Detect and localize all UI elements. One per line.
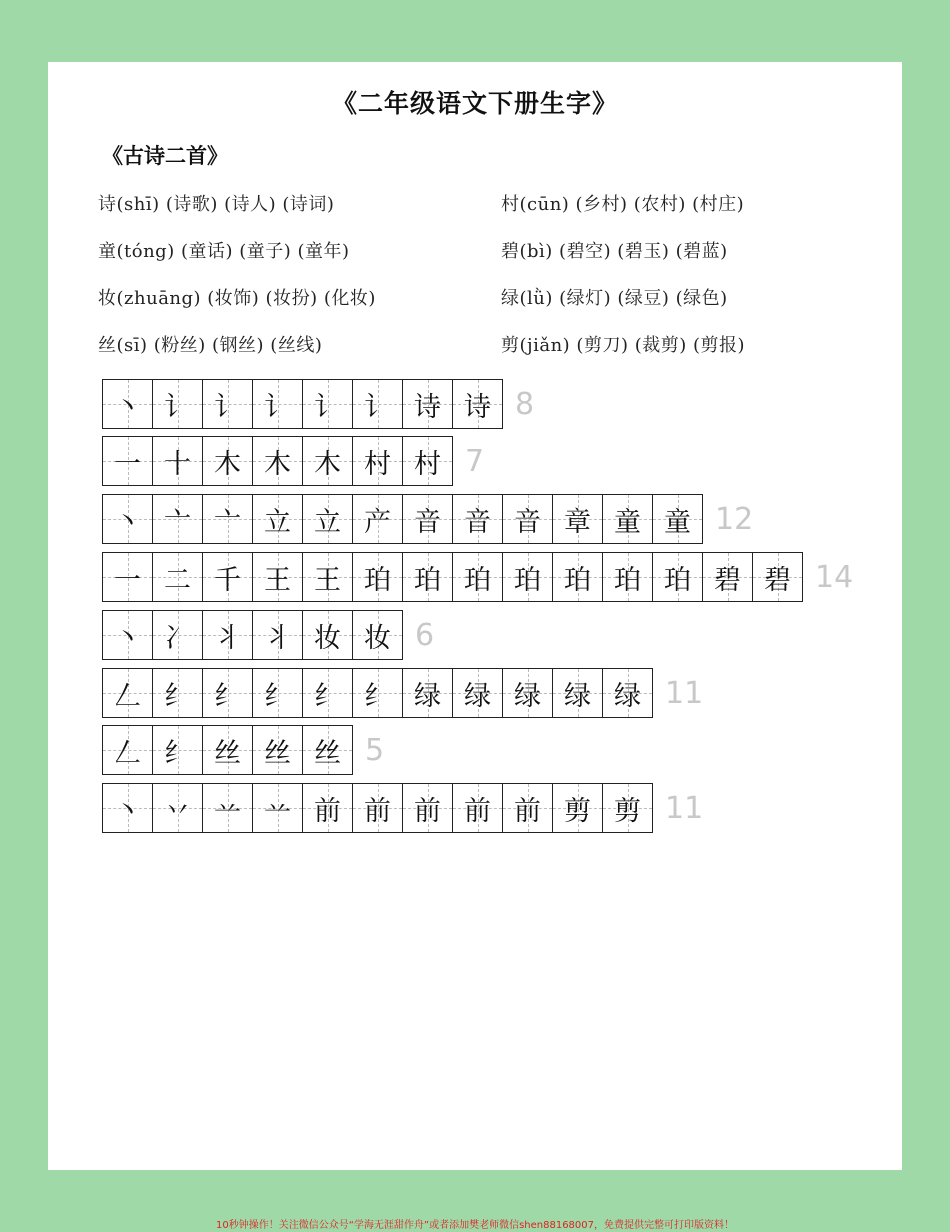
stroke-cell [303,726,352,774]
stroke-glyph: 前 [514,795,541,827]
stroke-grid [102,668,653,718]
stroke-cell [103,669,153,717]
lesson-title: 《古诗二首》 [102,143,228,168]
page-title: 《二年级语文下册生字》 [331,89,618,118]
stroke-glyph: 木 [314,448,341,480]
stroke-count: 5 [365,732,385,768]
stroke-glyph: 章 [564,506,591,538]
stroke-cell [303,669,353,717]
stroke-glyph: 丶 [114,795,141,827]
stroke-glyph: 产 [364,506,391,538]
stroke-glyph: 讠 [264,391,291,423]
stroke-cell [103,495,153,543]
stroke-glyph: 绿 [614,680,641,712]
stroke-glyph: 纟 [214,680,241,712]
stroke-cell [453,380,502,428]
stroke-glyph: 纟 [264,680,291,712]
stroke-glyph: 前 [314,795,341,827]
stroke-cell [503,784,553,832]
stroke-row-村 [102,436,484,486]
stroke-glyph: 木 [214,448,241,480]
stroke-glyph: 丝 [264,737,291,769]
stroke-cell [653,553,703,601]
stroke-cell [753,553,802,601]
stroke-glyph: 丶 [114,391,141,423]
stroke-cell [453,669,503,717]
stroke-cell [153,669,203,717]
stroke-cell [653,495,702,543]
stroke-grid [102,379,503,429]
stroke-cell [203,437,253,485]
stroke-cell [253,495,303,543]
stroke-cell [553,553,603,601]
stroke-cell [303,437,353,485]
stroke-cell [353,669,403,717]
stroke-count: 14 [815,559,854,595]
stroke-glyph: 前 [464,795,491,827]
stroke-cell [503,669,553,717]
stroke-cell [203,553,253,601]
stroke-glyph: 丬 [214,622,241,654]
stroke-glyph: 讠 [214,391,241,423]
stroke-glyph: 立 [264,506,291,538]
stroke-cell [353,553,403,601]
stroke-cell [253,784,303,832]
vocab-line: 剪(jiǎn) (剪刀) (裁剪) (剪报) [501,335,746,356]
stroke-glyph: 珀 [564,564,591,596]
stroke-cell [203,495,253,543]
stroke-row-诗 [102,379,534,429]
stroke-glyph: 丶 [114,622,141,654]
stroke-glyph: 一 [114,448,141,480]
stroke-glyph: 剪 [564,795,591,827]
stroke-cell [303,553,353,601]
stroke-grid [102,783,653,833]
worksheet-page [48,62,902,1170]
stroke-cell [153,784,203,832]
stroke-glyph: 丷 [164,795,191,827]
stroke-glyph: 诗 [464,391,491,423]
stroke-cell [103,380,153,428]
stroke-cell [403,784,453,832]
stroke-grid [102,610,403,660]
stroke-glyph: 讠 [164,391,191,423]
stroke-cell [253,669,303,717]
vocab-line: 童(tóng) (童话) (童子) (童年) [98,241,350,262]
stroke-glyph: 前 [414,795,441,827]
stroke-cell [353,495,403,543]
stroke-glyph: 䒑 [214,795,241,827]
stroke-glyph: 绿 [514,680,541,712]
stroke-glyph: 木 [264,448,291,480]
footer-notice: 10秒钟操作！关注微信公众号“学海无涯甜作舟”或者添加樊老师微信shen88168007，免费提供完整可打印版资料！ [215,1220,735,1231]
stroke-glyph: 妆 [314,622,341,654]
stroke-glyph: 讠 [364,391,391,423]
stroke-cell [603,553,653,601]
stroke-glyph: 丝 [214,737,241,769]
stroke-glyph: 诗 [414,391,441,423]
stroke-cell [303,380,353,428]
stroke-cell [353,611,402,659]
stroke-glyph: 珀 [514,564,541,596]
stroke-grid [102,552,803,602]
stroke-cell [253,611,303,659]
stroke-cell [403,495,453,543]
vocab-line: 村(cūn) (乡村) (农村) (村庄) [501,194,745,215]
vocab-line: 碧(bì) (碧空) (碧玉) (碧蓝) [501,241,728,262]
stroke-cell [203,669,253,717]
stroke-cell [553,784,603,832]
vocab-line: 诗(shī) (诗歌) (诗人) (诗词) [98,194,335,215]
stroke-cell [203,611,253,659]
stroke-glyph: 剪 [614,795,641,827]
stroke-count: 7 [465,443,485,479]
stroke-glyph: 𠃋 [114,680,141,712]
stroke-cell [103,611,153,659]
stroke-cell [303,495,353,543]
stroke-cell [103,553,153,601]
vocab-line: 绿(lǜ) (绿灯) (绿豆) (绿色) [501,288,728,309]
stroke-row-绿 [102,668,703,718]
stroke-count: 12 [715,501,754,537]
stroke-cell [153,437,203,485]
stroke-glyph: 村 [364,448,391,480]
stroke-cell [453,495,503,543]
stroke-cell [153,553,203,601]
vocab-line: 丝(sī) (粉丝) (钢丝) (丝线) [98,335,323,356]
stroke-glyph: 音 [514,506,541,538]
stroke-glyph: 丶 [114,506,141,538]
stroke-glyph: 珀 [664,564,691,596]
stroke-cell [353,380,403,428]
stroke-cell [703,553,753,601]
stroke-glyph: 绿 [464,680,491,712]
stroke-glyph: 碧 [714,564,741,596]
stroke-count: 11 [665,790,704,826]
stroke-cell [103,726,153,774]
stroke-row-丝 [102,725,384,775]
stroke-cell [253,380,303,428]
stroke-glyph: 𠃋 [114,737,141,769]
stroke-glyph: 丝 [314,737,341,769]
stroke-glyph: 纟 [364,680,391,712]
stroke-cell [253,553,303,601]
stroke-cell [403,553,453,601]
stroke-cell [253,726,303,774]
stroke-cell [103,784,153,832]
stroke-cell [203,380,253,428]
stroke-cell [453,553,503,601]
stroke-cell [203,726,253,774]
stroke-cell [603,669,652,717]
stroke-grid [102,436,453,486]
stroke-glyph: 亠 [164,506,191,538]
stroke-glyph: 王 [314,564,341,596]
stroke-cell [553,495,603,543]
stroke-row-童 [102,494,753,544]
stroke-cell [503,495,553,543]
stroke-cell [103,437,153,485]
stroke-glyph: 纟 [164,680,191,712]
stroke-row-妆 [102,610,434,660]
stroke-glyph: 珀 [364,564,391,596]
stroke-cell [453,784,503,832]
stroke-glyph: 王 [264,564,291,596]
stroke-glyph: 冫 [164,622,191,654]
stroke-glyph: 音 [464,506,491,538]
stroke-glyph: 音 [414,506,441,538]
stroke-glyph: 前 [364,795,391,827]
stroke-grid [102,494,703,544]
stroke-glyph: 绿 [414,680,441,712]
stroke-cell [203,784,253,832]
stroke-cell [353,784,403,832]
stroke-row-碧 [102,552,853,602]
stroke-count: 11 [665,675,704,711]
stroke-glyph: 二 [164,564,191,596]
stroke-glyph: 十 [164,448,191,480]
stroke-cell [553,669,603,717]
stroke-cell [603,495,653,543]
stroke-glyph: 碧 [764,564,791,596]
stroke-glyph: 立 [314,506,341,538]
stroke-cell [503,553,553,601]
stroke-glyph: 童 [614,506,641,538]
stroke-cell [153,495,203,543]
stroke-glyph: 一 [114,564,141,596]
stroke-glyph: 绿 [564,680,591,712]
stroke-cell [603,784,652,832]
stroke-cell [153,726,203,774]
vocab-line: 妆(zhuāng) (妆饰) (妆扮) (化妆) [98,288,376,309]
stroke-glyph: 珀 [614,564,641,596]
stroke-glyph: 丬 [264,622,291,654]
stroke-count: 6 [415,617,435,653]
stroke-glyph: 纟 [164,737,191,769]
stroke-row-剪 [102,783,703,833]
stroke-glyph: 村 [414,448,441,480]
stroke-glyph: 妆 [364,622,391,654]
stroke-cell [303,611,353,659]
stroke-cell [303,784,353,832]
stroke-glyph: 讠 [314,391,341,423]
stroke-cell [153,611,203,659]
stroke-glyph: 䒑 [264,795,291,827]
stroke-glyph: 亠 [214,506,241,538]
stroke-glyph: 珀 [464,564,491,596]
stroke-grid [102,725,353,775]
stroke-glyph: 纟 [314,680,341,712]
stroke-cell [153,380,203,428]
stroke-cell [403,380,453,428]
stroke-cell [353,437,403,485]
stroke-cell [253,437,303,485]
stroke-glyph: 珀 [414,564,441,596]
stroke-glyph: 千 [214,564,241,596]
stroke-cell [403,669,453,717]
stroke-glyph: 童 [664,506,691,538]
stroke-count: 8 [515,386,535,422]
stroke-cell [403,437,452,485]
